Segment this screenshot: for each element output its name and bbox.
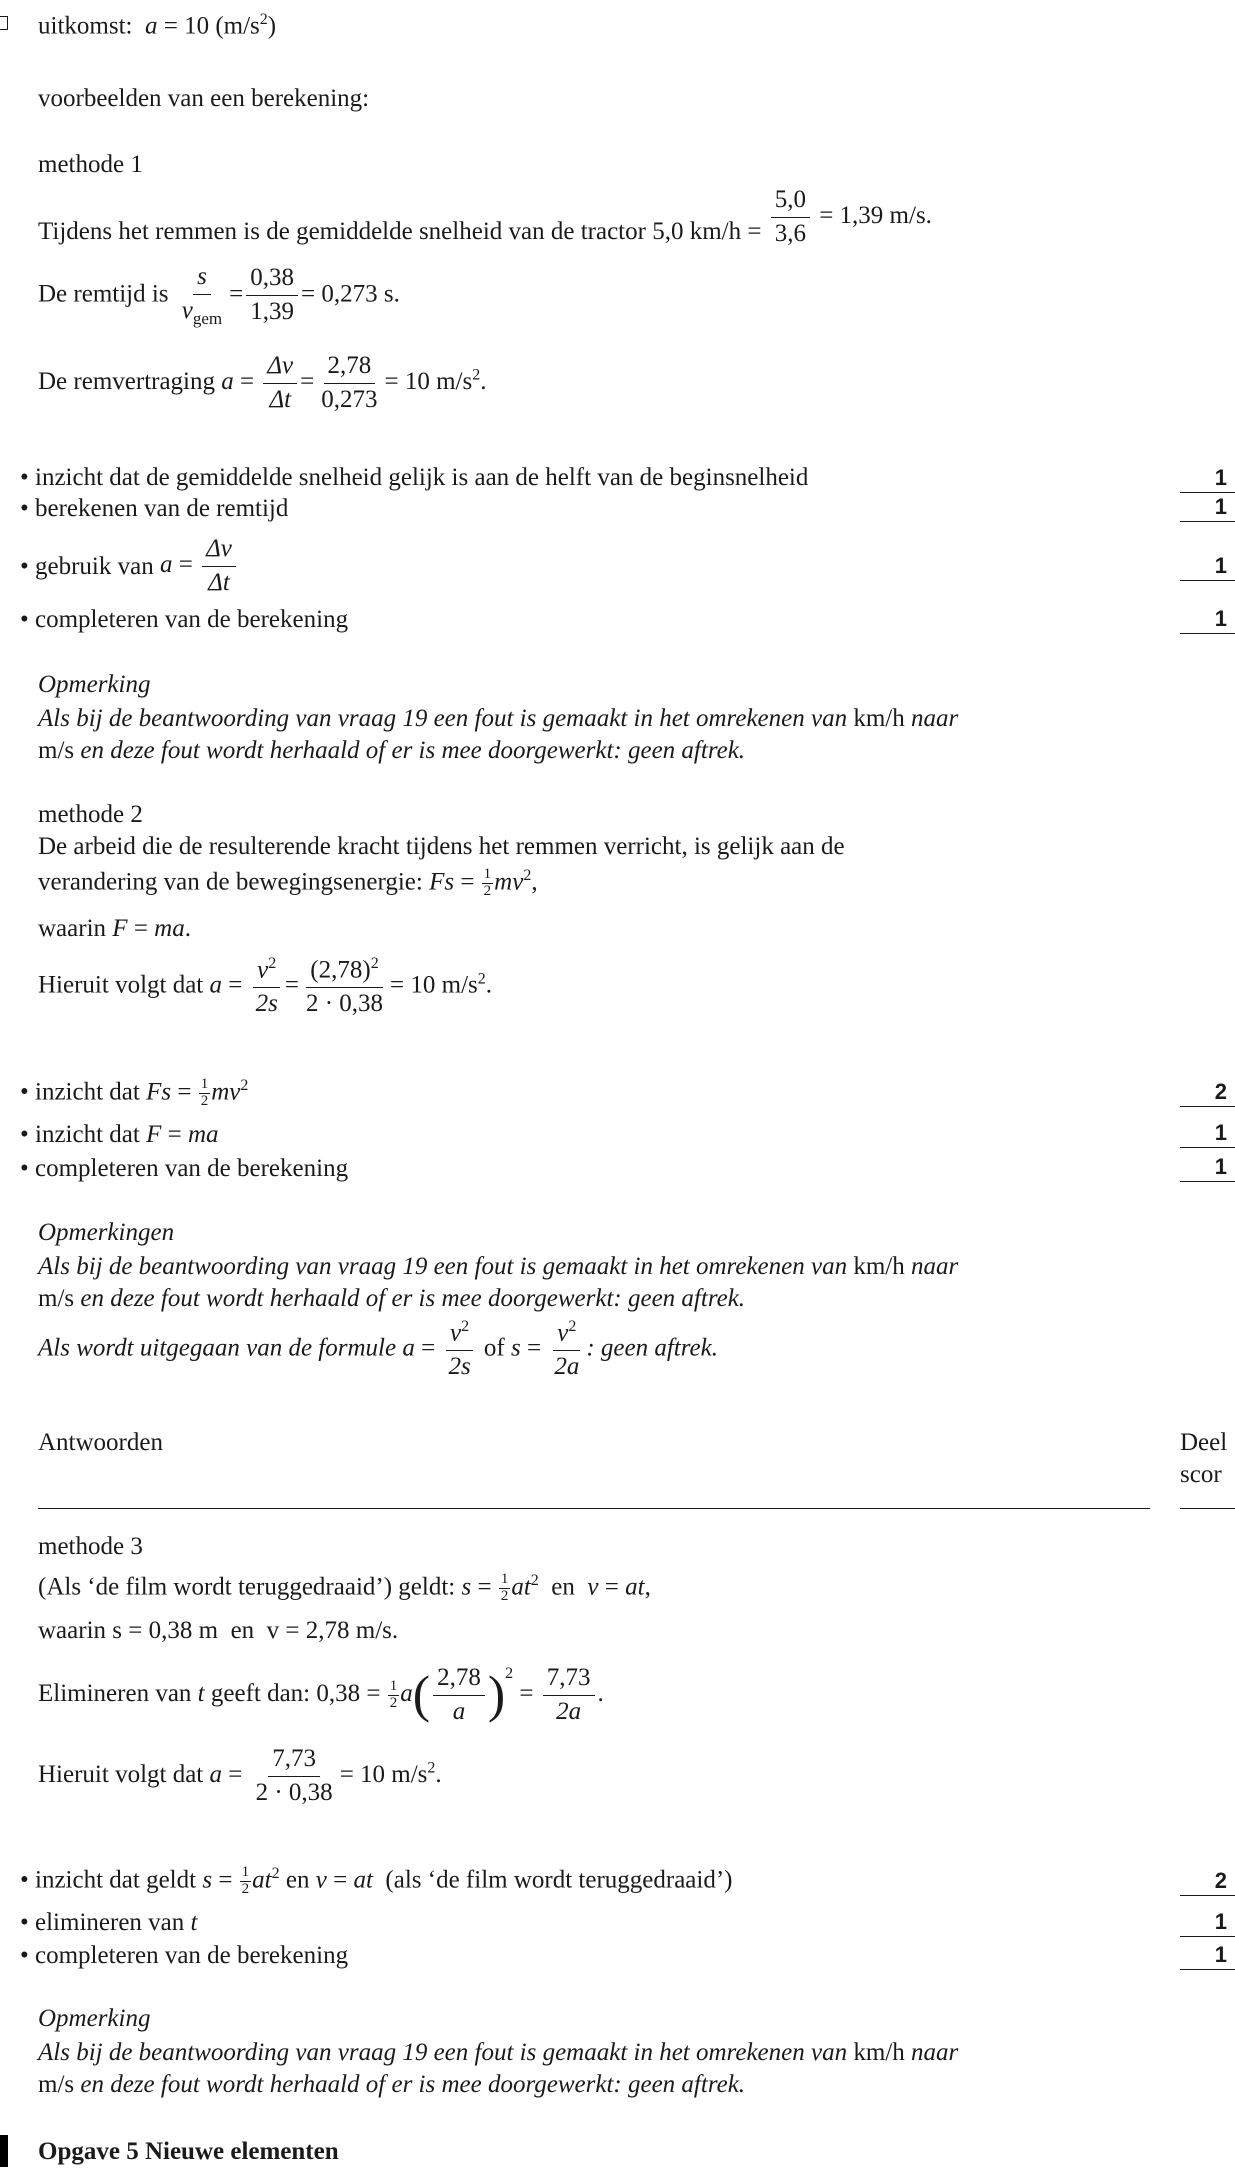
m2-l4-frac-1: $\frac{v^2}{2s}$	[252, 955, 282, 1019]
m2-remark-title: Opmerkingen	[38, 1219, 175, 1246]
m1-score-3: 1	[1180, 551, 1235, 581]
m2-l4-frac-2: $\frac{(2,78)^2}{2 \cdot 0,38}$	[302, 955, 387, 1019]
m2-c2-text: inzicht dat	[35, 1121, 140, 1148]
m2-l3-text: waarin	[38, 915, 107, 942]
method-1-title: methode 1	[38, 151, 143, 178]
method-1-line-3: De remvertraging a = $\frac{\Delta v}{\Delta t}$ = $\frac{2,78}{0,273}$ = 10 $m/s^2$.	[38, 352, 487, 413]
answers-heading: Antwoorden	[38, 1429, 163, 1456]
m3-l2-v: v = 2,78 m/s.	[266, 1617, 399, 1644]
frac-num: Δv	[202, 535, 236, 567]
frac-den: 2 · 0,38	[255, 1778, 333, 1806]
frac-num: 7,73	[268, 1745, 320, 1777]
method-3-title: methode 3	[38, 1533, 143, 1560]
method-2-line-2: verandering van de bewegingsenergie: Fs = $\frac{1}{2}$ $mv^2$,	[38, 866, 538, 900]
m1-remark-line-2	[38, 736, 745, 766]
m2-remark-line-3: Als wordt uitgegaan van de formule a = $\frac{v^2}{2s}$ of s = $\frac{v^2}{2a}$ : geen aftrek.	[38, 1318, 718, 1381]
frac-num: 2,78	[433, 1664, 485, 1696]
m1-l2-frac-2	[246, 264, 298, 327]
frac-num: 0,38	[246, 264, 298, 296]
m2-remark-2a: m/s	[38, 1285, 75, 1312]
m1-criterion-2: • berekenen van de remtijd	[20, 494, 288, 524]
m3-c1-tail: (als ‘de film wordt teruggedraaid’)	[385, 1866, 733, 1894]
m1-remark-2a: m/s	[38, 737, 75, 764]
m3-l1-text: (Als ‘de film wordt teruggedraaid’) geldt:	[38, 1573, 456, 1601]
result-value: = 10 (m/s	[157, 12, 260, 40]
m1-l1-val: 5,0 km/h =	[652, 217, 762, 245]
frac-den: a	[452, 1697, 466, 1725]
method-3-line-4: Hieruit volgt dat a = $\frac{7,73}{2 \cdot 0,38}$ = 10 $m/s^2$.	[38, 1745, 442, 1806]
frac-den: 3,6	[774, 219, 806, 247]
frac-den: 2a	[556, 1697, 582, 1725]
m3-criterion-2: • elimineren van t	[20, 1909, 198, 1936]
m3-l1-en: en	[551, 1573, 575, 1601]
m1-remark-1b: km/h	[853, 705, 905, 732]
m2-l4-res: = 10 m/s	[390, 971, 478, 999]
result-line: uitkomst: a = 10 $(m/s^2)$	[38, 11, 277, 40]
result-var: a	[144, 12, 158, 40]
m2-remark-line-2	[38, 1284, 745, 1314]
m3-l2-s: s = 0,38 m	[112, 1617, 219, 1644]
frac-den: 2 · 0,38	[305, 990, 384, 1018]
method-3-line-1: (Als ‘de film wordt teruggedraaid’) geldt: s = $\frac{1}{2}$ $at^2$ en v = at,	[38, 1571, 651, 1605]
m2-l4-text: Hieruit volgt dat	[38, 971, 204, 999]
m2-remark-3of: of	[483, 1334, 505, 1362]
result-label: uitkomst:	[38, 12, 133, 40]
m3-l3-b: geeft dan:	[210, 1679, 311, 1707]
m1-c3-text: gebruik van	[35, 552, 154, 580]
method-1-line-2: De remtijd is $\frac{s}{v_{gem}}$ = $\frac{0,38}{1,39}$ = 0,273 s.	[38, 263, 400, 328]
m2-remark-1a: Als bij de beantwoording van vraag 19 een fout is gemaakt in het omrekenen van	[38, 1253, 848, 1280]
m3-remark-1a: Als bij de beantwoording van vraag 19 een fout is gemaakt in het omrekenen van	[38, 2039, 848, 2066]
frac-den: v	[181, 296, 193, 324]
method-2-line-1: De arbeid die de resulterende kracht tijdens het remmen verricht, is gelijk aan de	[38, 833, 845, 860]
section-heading: Opgave 5 Nieuwe elementen	[38, 2138, 339, 2165]
header-rule-score	[1180, 1508, 1235, 1509]
m1-l2-text: De remtijd is	[38, 280, 169, 308]
m3-l3-038: 0,38 =	[316, 1679, 381, 1707]
m3-l2-text: waarin	[38, 1617, 107, 1644]
m3-criterion-3: • completeren van de berekening	[20, 1941, 348, 1971]
m1-criterion-4: • completeren van de berekening	[20, 605, 348, 635]
m1-l3-frac-2	[317, 352, 381, 415]
m1-l3-a: a	[221, 367, 234, 395]
m3-remark-1b: km/h	[853, 2039, 905, 2066]
frac-den: 2s	[255, 990, 278, 1018]
m2-criterion-2: • inzicht dat F = ma	[20, 1121, 219, 1148]
m1-l1-frac	[771, 186, 810, 249]
frac-den: Δt	[269, 385, 292, 413]
m3-remark-2a: m/s	[38, 2071, 75, 2098]
m1-remark-line-1	[38, 704, 958, 734]
m1-c3-frac	[202, 535, 236, 598]
m1-remark-1c: naar	[911, 705, 959, 732]
m1-l3-res: = 10 m/s	[384, 367, 473, 395]
method-1-line-1	[38, 186, 932, 249]
m1-c3-a: a	[159, 550, 173, 578]
checkbox-marker	[0, 16, 8, 30]
header-rule	[38, 1508, 1150, 1509]
frac-num: 7,73	[543, 1664, 595, 1696]
m2-score-2: 1	[1180, 1118, 1235, 1148]
m3-score-2: 1	[1180, 1907, 1235, 1937]
m3-l3-t: t	[197, 1679, 205, 1707]
frac-num: v	[257, 956, 269, 984]
frac-den: 0,273	[321, 385, 378, 413]
result-close: )	[267, 12, 277, 40]
m1-l2-frac-1	[178, 263, 226, 328]
method-3-line-3: Elimineren van t geeft dan: 0,38 = $\frac{1}{2}$ a( $\frac{2,78}{a}$ )$^2$ = $\frac{7,73}{2a}$ .	[38, 1664, 604, 1725]
frac-num: s	[193, 263, 211, 295]
m1-score-4: 1	[1180, 604, 1235, 634]
m2-remark-1b: km/h	[853, 1253, 905, 1280]
m2-score-1: 2	[1180, 1077, 1235, 1107]
m2-remark-3a: Als wordt uitgegaan van de formule	[38, 1334, 397, 1362]
m1-criterion-1: • inzicht dat de gemiddelde snelheid gelijk is aan de helft van de beginsnelheid	[20, 463, 808, 493]
m2-remark-2b: en deze fout wordt herhaald of er is mee doorgewerkt: geen aftrek.	[80, 1285, 746, 1312]
method-2-line-3: waarin F = ma.	[38, 915, 191, 942]
m3-remark-1c: naar	[911, 2039, 959, 2066]
m2-remark-3end: : geen aftrek.	[586, 1334, 718, 1362]
m3-remark-2b: en deze fout wordt herhaald of er is mee doorgewerkt: geen aftrek.	[80, 2071, 746, 2098]
m3-l4-res: = 10 m/s	[339, 1760, 428, 1788]
m3-remark-line-1	[38, 2038, 958, 2068]
m3-l2-en: en	[230, 1617, 255, 1644]
m2-l2-text: verandering van de bewegingsenergie:	[38, 868, 423, 896]
m3-l4-text: Hieruit volgt dat	[38, 1760, 204, 1788]
m3-c1-text: inzicht dat geldt	[35, 1866, 197, 1894]
frac-den: Δt	[208, 568, 230, 596]
m1-score-2: 1	[1180, 492, 1235, 522]
m2-criterion-1: • inzicht dat Fs = $\frac{1}{2}$ $mv^2$	[20, 1076, 249, 1110]
partial-score-heading-2: scor	[1180, 1461, 1222, 1488]
m1-l3-frac-1	[263, 352, 297, 415]
m3-remark-title: Opmerking	[38, 2005, 151, 2032]
frac-den-sub: gem	[192, 308, 223, 328]
m1-l1-text: Tijdens het remmen is de gemiddelde snelheid van de tractor	[38, 217, 646, 245]
m2-remark-1c: naar	[911, 1253, 959, 1280]
frac-num: Δv	[263, 352, 297, 384]
m2-score-3: 1	[1180, 1152, 1235, 1182]
m1-score-1: 1	[1180, 463, 1235, 493]
m2-remark-line-1	[38, 1252, 958, 1282]
m1-remark-title: Opmerking	[38, 671, 151, 698]
method-2-line-4: Hieruit volgt dat a = $\frac{v^2}{2s}$ = $\frac{(2,78)^2}{2 \cdot 0,38}$ = 10 $m/s^2$.	[38, 955, 493, 1018]
m1-l3-text: De remvertraging	[38, 367, 216, 395]
m3-score-1: 2	[1180, 1866, 1235, 1896]
m1-remark-1a: Als bij de beantwoording van vraag 19 een fout is gemaakt in het omrekenen van	[38, 705, 848, 732]
examples-heading: voorbeelden van een berekening:	[38, 85, 370, 112]
frac-num: (2,78)	[310, 956, 371, 984]
frac-den: 1,39	[250, 298, 295, 326]
m1-criterion-3: • gebruik van a = $\frac{\Delta v}{\Delta t}$	[20, 535, 239, 598]
m2-criterion-3: • completeren van de berekening	[20, 1154, 348, 1184]
m1-l2-res: = 0,273 s.	[301, 280, 400, 308]
partial-score-heading-1: Deel	[1180, 1429, 1228, 1456]
m3-criterion-1: • inzicht dat geldt s = $\frac{1}{2}$ $at^2$ en v = at (als ‘de film wordt teruggedraaid’)	[20, 1864, 733, 1898]
method-3-line-2	[38, 1616, 398, 1646]
frac-num: 2,78	[324, 352, 376, 384]
section-marker	[0, 2135, 8, 2167]
m1-remark-2b: en deze fout wordt herhaald of er is mee doorgewerkt: geen aftrek.	[80, 737, 746, 764]
m2-c1-text: inzicht dat	[35, 1078, 140, 1106]
frac-num: 5,0	[771, 186, 810, 218]
m3-c2-text: elimineren van	[35, 1909, 185, 1936]
m3-remark-line-2	[38, 2070, 745, 2100]
m1-l1-res: = 1,39 m/s.	[819, 201, 932, 229]
m3-l3-text: Elimineren van	[38, 1679, 192, 1707]
method-2-title: methode 2	[38, 801, 143, 828]
m3-score-3: 1	[1180, 1940, 1235, 1970]
